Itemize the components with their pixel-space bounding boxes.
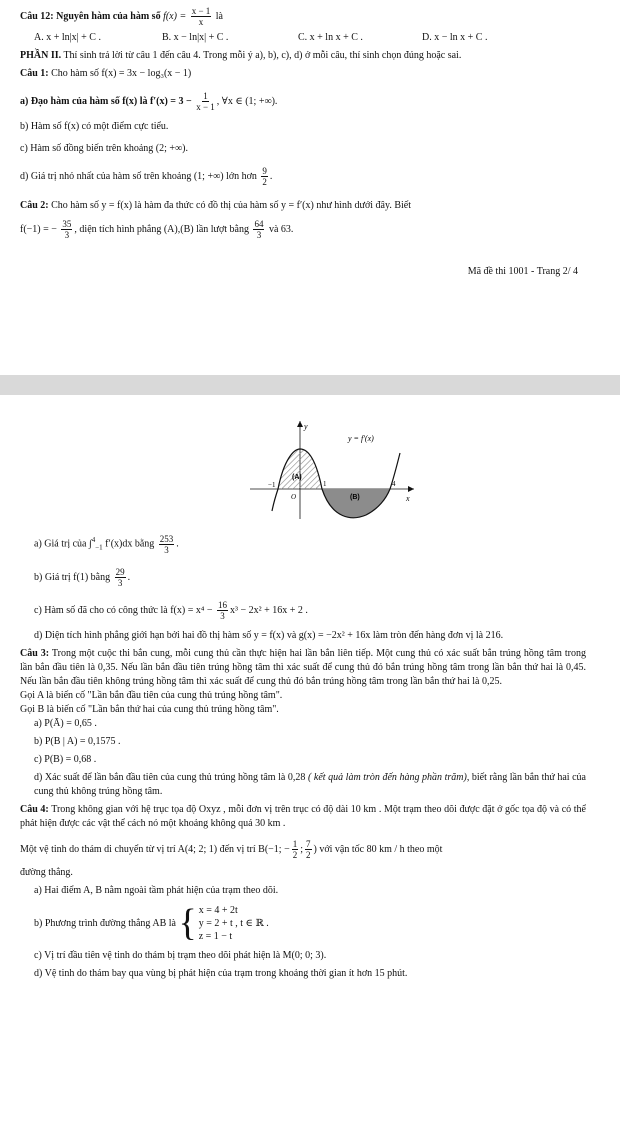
q4-item-b: b) Phương trình đường thẳng AB là { x = 4 + 2t y = 2 + t , t ∈ ℝ . z = 1 − t <box>34 902 269 945</box>
q4-item-c: c) Vị trí đầu tiên vệ tinh do thám bị trạm theo dõi phát hiện là M(0; 0; 3). <box>34 949 327 961</box>
curve-label: y = f′(x) <box>348 434 374 443</box>
q3-stem: Câu 3: Trong một cuộc thi bắn cung, mỗi cung thủ cần thực hiện hai lần bắn liên tiếp. Một cung thủ có xác suất bắn trúng hồng tâm trong lần bắn đầu tiên là 0,35. Nếu lần bắn đầu tiên trúng hồng tâm thì xác suất để cung thủ đó bắn trúng hồng tâm trong lần bắn thứ hai là 0,45. Nếu lần bắn đầu tiên không trúng hồng tâm thì xác suất để cung thủ đó bắn trúng hồng tâm trong lần bắn thứ hai là 0,25. <box>20 647 586 687</box>
brace-icon: { <box>178 902 197 945</box>
q1-item-a: a) Đạo hàm của hàm số f(x) là f′(x) = 3 − $\frac{1}{x - 1}$ , ∀x ∈ (1; +∞). <box>20 91 278 112</box>
region-b-label: (B) <box>350 494 360 501</box>
q12-options <box>34 31 586 45</box>
q3-item-a: a) P(Ā) = 0,65 . <box>34 717 97 729</box>
q1-item-b: b) Hàm số f(x) có một điểm cực tiểu. <box>20 121 169 132</box>
q12-option-a[interactable]: A. x + ln|x| + C . <box>34 32 101 43</box>
q2-item-d: d) Diện tích hình phẳng giới hạn bởi hai đồ thị hàm số y = f(x) và g(x) = −2x² + 16x làm tròn đến hàng đơn vị là 216. <box>34 629 504 641</box>
q12-fraction: $\frac{x - 1}{x}$ <box>191 6 211 27</box>
q12-option-b[interactable]: B. x − ln|x| + C . <box>162 32 229 43</box>
x-axis-arrow-icon <box>408 486 414 492</box>
y-axis-label: y <box>304 422 308 431</box>
q4-stem-line4: đường thẳng. <box>20 866 73 878</box>
q4-stem-line3: Một vệ tinh do thám di chuyển từ vị trí A(4; 2; 1) đến vị trí B(−1; − $\frac{1}{2}$ ; $\frac{7}{2}$ ) với vận tốc 80 km / h theo một <box>20 838 443 860</box>
q3-item-c: c) P(B) = 0,68 . <box>34 753 97 765</box>
q4-stem: Câu 4: Trong không gian với hệ trục tọa độ Oxyz , mỗi đơn vị trên trục có độ dài 10 km . Một trạm theo dõi được đặt ở gốc tọa độ và có thể phát hiện được các vật thể cách nó một khoảng không quá 30 km . <box>20 803 586 829</box>
q1-item-c: c) Hàm số đồng biến trên khoảng (2; +∞). <box>20 143 189 154</box>
q3-item-b: b) P(B | A) = 0,1575 . <box>34 735 121 747</box>
y-axis-arrow-icon <box>297 421 303 427</box>
q1-item-d: d) Giá trị nhỏ nhất của hàm số trên khoảng (1; +∞) lớn hơn $\frac{9}{2}$ . <box>20 166 273 187</box>
page-top <box>0 0 620 375</box>
q12-stem: Câu 12: Nguyên hàm của hàm số f(x) = $\frac{x - 1}{x}$ là <box>20 6 223 27</box>
q3-item-d: d) Xác suất để lần bắn đầu tiên của cung thủ trúng hồng tâm là 0,28 ( kết quả làm tròn đến hàng phần trăm), biết rằng lần bắn thứ hai của cung thủ không trúng hồng tâm. <box>34 771 586 797</box>
q3-event-b: Gọi B là biến cố "Lần bắn thứ hai của cung thủ trúng hồng tâm". <box>20 703 279 715</box>
q2-stem-line2: f(−1) = − $\frac{35}{3}$ , diện tích hình phẳng (A),(B) lần lượt bằng $\frac{64}{3}$ và 63. <box>20 219 294 240</box>
tick-minus-1: −1 <box>268 481 276 489</box>
q3-event-a: Gọi A là biến cố "Lần bắn đầu tiên của cung thủ trúng hồng tâm". <box>20 689 283 701</box>
page-footer: Mã đề thi 1001 - Trang 2/ 4 <box>467 266 578 277</box>
q4-item-a: a) Hai điểm A, B nằm ngoài tầm phát hiện của trạm theo dõi. <box>34 884 279 896</box>
x-axis-label: x <box>406 494 410 503</box>
region-a-label: (A) <box>292 474 302 481</box>
region-a-shading <box>278 449 322 489</box>
tick-4: 4 <box>392 480 396 488</box>
page-separator <box>0 375 620 395</box>
page-bottom <box>0 395 620 1126</box>
q4-item-d: d) Vệ tinh do thám bay qua vùng bị phát hiện của trạm trong khoảng thời gian ít hơn 15 phút. <box>34 967 408 979</box>
q2-item-a: a) Giá trị của ∫$^4_{-1}$ f′(x)dx bằng $\frac{253}{3}$ . <box>34 533 179 555</box>
q2-stem: Câu 2: Cho hàm số y = f(x) là hàm đa thức có đồ thị của hàm số y = f′(x) như hình dưới đây. Biết <box>20 200 411 211</box>
part2-instruction: PHẦN II. Thí sinh trả lời từ câu 1 đến câu 4. Trong mỗi ý a), b), c), d) ở mỗi câu, thí sinh chọn đúng hoặc sai. <box>20 50 462 61</box>
derivative-graph <box>242 415 422 525</box>
q12-option-c[interactable]: C. x + ln x + C . <box>298 32 363 43</box>
q12-option-d[interactable]: D. x − ln x + C . <box>422 32 488 43</box>
line-equation-system: { x = 4 + 2t y = 2 + t , t ∈ ℝ . z = 1 − t <box>178 902 269 945</box>
tick-origin: O <box>291 493 297 501</box>
q2-item-c: c) Hàm số đã cho có công thức là f(x) = x⁴ − $\frac{16}{3}$ x³ − 2x² + 16x + 2 . <box>34 599 308 621</box>
tick-1: 1 <box>323 480 327 488</box>
q1-stem: Câu 1: Cho hàm số f(x) = 3x − log₃(x − 1) <box>20 68 192 79</box>
q2-item-b: b) Giá trị f(1) bằng $\frac{29}{3}$ . <box>34 566 131 588</box>
